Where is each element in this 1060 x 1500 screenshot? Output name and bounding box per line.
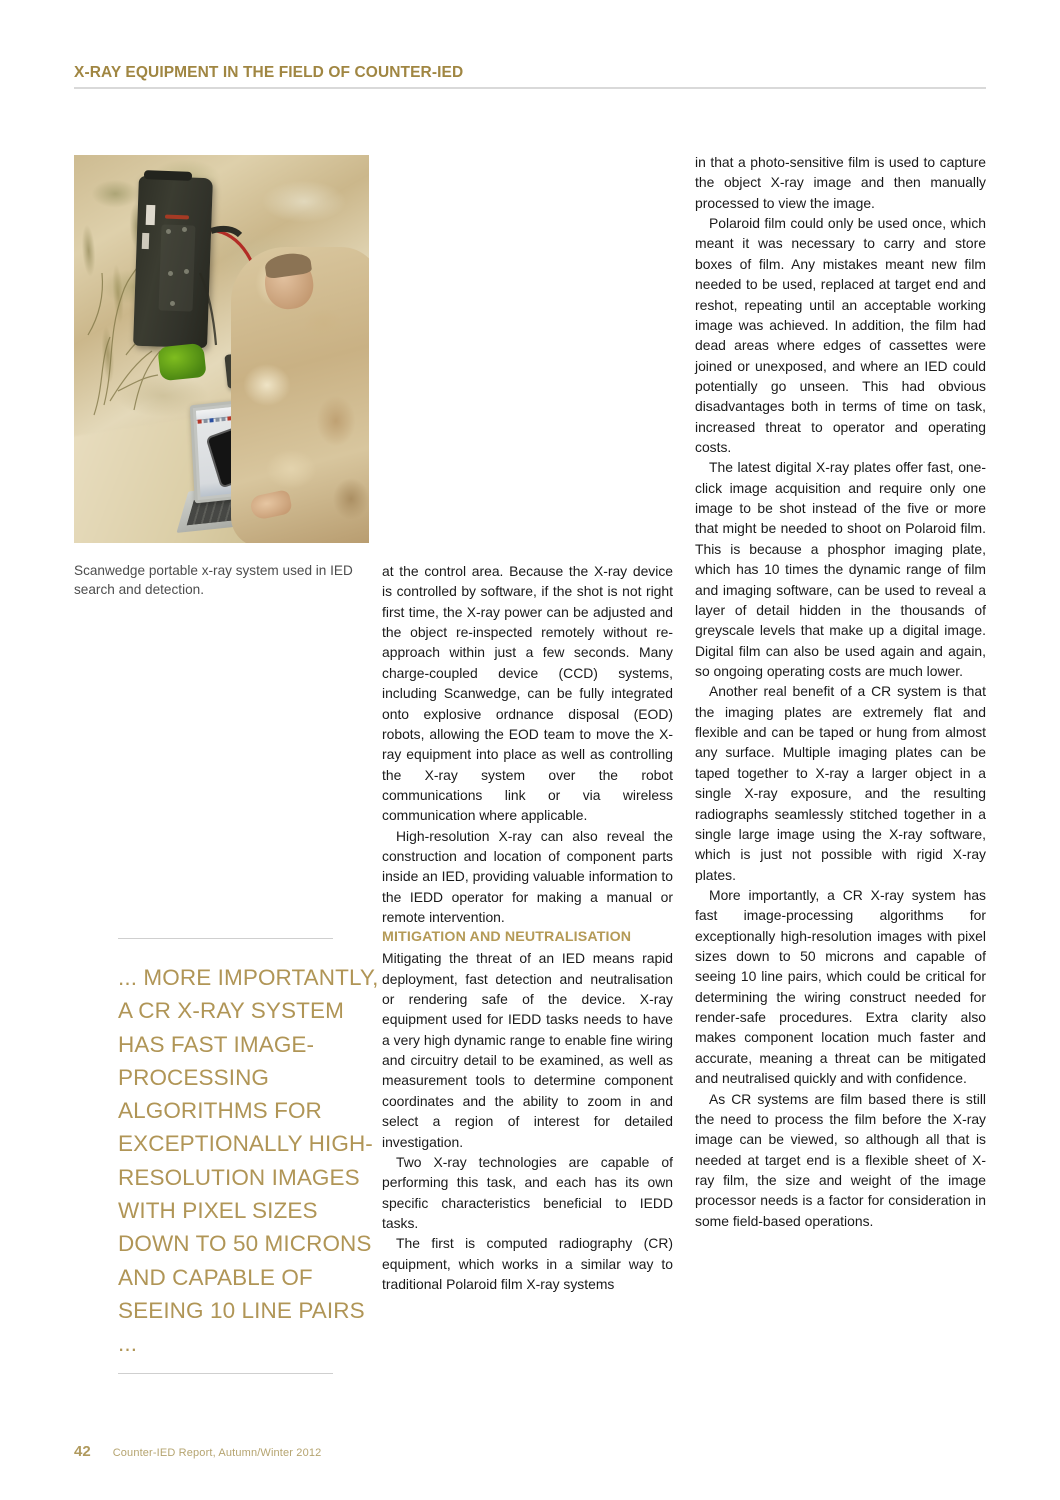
figure-caption: Scanwedge portable x-ray system used in IED search and detection. xyxy=(74,563,353,598)
paragraph: The latest digital X-ray plates offer fast, one-click image acquisition and require only one image to be shot instead of the five or more that might be needed to shoot on Polaroid film. This is because a phosphor imaging plate, which has 10 times the dynamic range of film and imaging software, can be used to reveal a layer of detail hidden in the thousands of greyscale levels that make up a digital image. Digital film can also be used again and again, so ongoing operating costs are much lower. xyxy=(695,459,986,679)
running-head xyxy=(74,64,986,89)
body-column-right xyxy=(695,152,986,1231)
paragraph: in that a photo-sensitive film is used to capture the object X-ray image and then manually processed to view the image. xyxy=(695,154,986,211)
paragraph: at the control area. Because the X-ray device is controlled by software, if the shot is not right first time, the X-ray power can be adjusted and the object re-inspected remotely without re-approach within just a few seconds. Many charge-coupled device (CCD) systems, including Scanwedge, can be fully integrated onto explosive ordnance disposal (EOD) robots, allowing the EOD team to move the X-ray equipment into place as well as controlling the X-ray system over the robot communications link or via wireless communication where applicable. xyxy=(382,563,673,824)
page-footer xyxy=(74,1443,321,1460)
running-head-title: X-RAY EQUIPMENT IN THE FIELD OF COUNTER-IED xyxy=(74,64,464,81)
paragraph: Mitigating the threat of an IED means rapid deployment, fast detection and neutralisation or rendering safe of the device. X-ray equipment used for IEDD tasks needs to have a very high dynamic range to enable fine wiring and circuitry detail to be examined, as well as measurement tools to determine component coordinates and the ability to zoom in and select a region of interest for detailed investigation. xyxy=(382,950,673,1150)
paragraph: Another real benefit of a CR system is that the imaging plates are extremely flat and flexible and can be taped or hung from almost any surface. Multiple imaging plates can be taped together to X-ray a larger object in a single X-ray exposure, and the resulting radiographs seamlessly stitched together in a single large image using the X-ray software, which is just not possible with rigid X-ray plates. xyxy=(695,683,986,883)
publication-line: Counter-IED Report, Autumn/Winter 2012 xyxy=(112,1447,322,1459)
pull-quote xyxy=(118,938,386,1374)
page-number: 42 xyxy=(74,1443,91,1460)
body-column-middle xyxy=(382,561,673,1294)
pull-quote-text: ... MORE IMPORTANTLY, A CR X-RAY SYSTEM HAS FAST IMAGE-PROCESSING ALGORITHMS FOR EXCEPTIONALLY HIGH-RESOLUTION IMAGES WITH PIXEL SIZES DOWN TO 50 MICRONS AND CAPABLE OF SEEING 10 LINE PAIRS ... xyxy=(118,965,379,1357)
pull-quote-rule-bottom xyxy=(118,1373,333,1374)
photo-scanwedge-field xyxy=(74,155,369,543)
figure-photo xyxy=(74,155,369,543)
running-head-rule xyxy=(74,87,986,89)
paragraph: High-resolution X-ray can also reveal the construction and location of component parts inside an IED, providing valuable information to the IEDD operator for making a manual or remote intervention. xyxy=(382,827,673,926)
paragraph: As CR systems are film based there is still the need to process the film before the X-ray image can be viewed, so although all that is needed at target end is a flexible sheet of X-ray film, the size and weight of the image processor needs is a factor for consideration in some field-based operations. xyxy=(695,1090,986,1229)
pull-quote-rule-top xyxy=(118,938,333,939)
paragraph: Two X-ray technologies are capable of performing this task, and each has its own specific characteristics beneficial to IEDD tasks. xyxy=(382,1153,673,1231)
paragraph: The first is computed radiography (CR) equipment, which works in a similar way to traditional Polaroid film X-ray systems xyxy=(382,1235,673,1293)
paragraph: Polaroid film could only be used once, which meant it was necessary to carry and store boxes of film. Any mistakes meant new film needed to be used, replaced at target end and reshot, repeating until an acceptable working image was achieved. In addition, the film had dead areas where edges of cassettes were joined or unexposed, and where an IED could potentially go unseen. This had obvious disadvantages both in terms of time on task, increased threat to operator and operating costs. xyxy=(695,215,986,456)
paragraph: More importantly, a CR X-ray system has fast image-processing algorithms for exceptionally high-resolution images with pixel sizes down to 50 microns and capable of seeing 10 line pairs, which could be critical for determining the wiring construct needed for render-safe procedures. Extra clarity also makes component location much faster and accurate, meaning a threat can be mitigated and neutralised quickly and with confidence. xyxy=(695,886,986,1087)
section-subheading: MITIGATION AND NEUTRALISATION xyxy=(382,929,632,946)
